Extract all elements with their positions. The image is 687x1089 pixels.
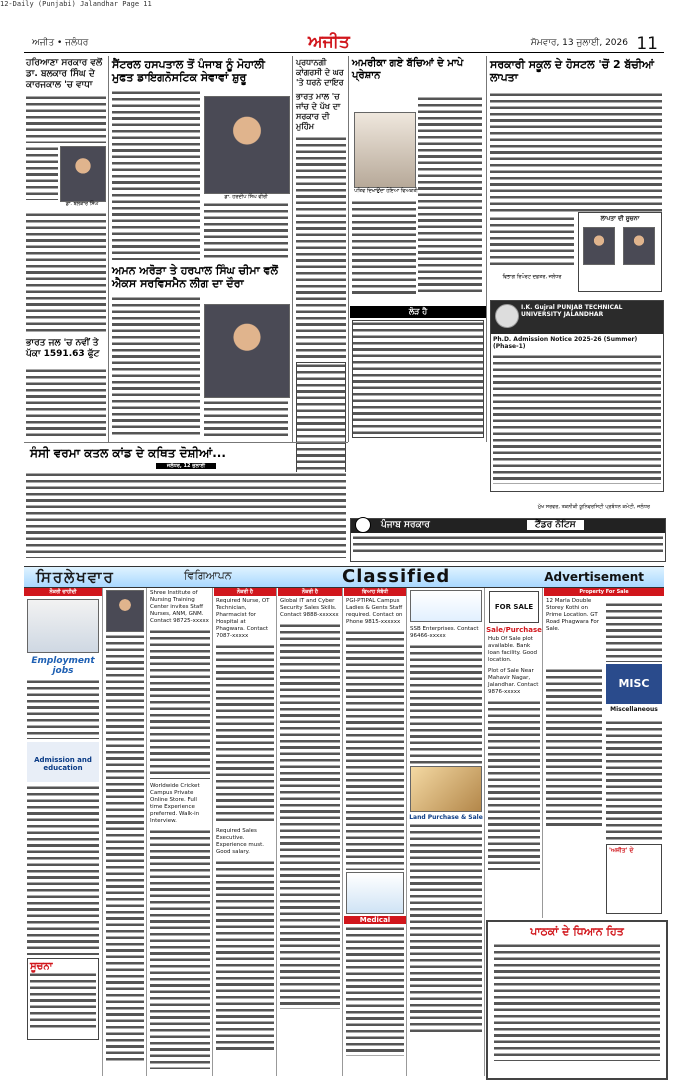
classified-col-6: [344, 588, 407, 1076]
jobs-person-photo: [106, 590, 144, 632]
story-2-body-cont: [204, 202, 288, 260]
tender-notice: [350, 518, 666, 562]
university-name: I.K. Gujral PUNJAB TECHNICAL UNIVERSITY JALANDHAR: [491, 301, 663, 334]
story-5-body-cont: [352, 200, 416, 296]
col2-ads: [106, 634, 144, 1064]
story-6-headline: ਸਰਕਾਰੀ ਸਕੂਲ ਦੇ ਹੋਸਟਲ 'ਚੋਂ 2 ਬੱਚੀਆਂ ਲਾਪਤਾ: [490, 58, 655, 84]
classified-banner-title: Classified: [342, 566, 451, 587]
admission-label: Admission and education: [27, 742, 99, 782]
classified-col-1: [24, 588, 103, 1076]
medical-label: Medical: [344, 916, 406, 924]
classified-col-3: [148, 588, 213, 1076]
university-notice-title: Ph.D. Admission Notice 2025-26 (Summer) (Phase-1): [493, 336, 638, 350]
classified-banner-sub: ਵਿਗਿਆਪਨ: [184, 569, 232, 582]
col3-ads-b: [150, 829, 210, 1069]
classified-col-8: [486, 588, 543, 918]
classified-col-2: [104, 588, 147, 1076]
misc-label: Miscellaneous: [610, 706, 658, 713]
lod-hai-table-text: [353, 321, 483, 435]
story-5-headline: ਅਮਰੀਕਾ ਗਏ ਬੱਚਿਆਂ ਦੇ ਮਾਪੇ ਪ੍ਰੇਸ਼ਾਨ: [352, 58, 464, 81]
tender-govt-title: ਪੰਜਾਬ ਸਰਕਾਰ: [381, 520, 430, 530]
misc-logo: MISC: [606, 664, 662, 704]
story-3-body: [296, 136, 346, 360]
masthead-logo: ਅਜੀਤ: [308, 32, 350, 52]
print-slug: 12-Daily (Punjabi) Jalandhar Page 11: [0, 0, 152, 8]
lead-strip: [24, 442, 348, 561]
folio-edition: ਅਜੀਤ • ਜਲੰਧਰ: [32, 38, 89, 48]
story-2-photo-caption: ਡਾ. ਹਰਦੀਪ ਸਿੰਘ ਵੀਰੀ: [224, 194, 268, 200]
medical-illustration: [346, 872, 404, 914]
story-8-body-cont: [204, 400, 288, 436]
for-sale-sign: FOR SALE: [489, 591, 539, 623]
col7-ads-b: [410, 823, 482, 1033]
category-tag: ਨੌਕਰੀ ਚਾਹੀਦੀ: [24, 588, 102, 596]
page-folio: [24, 34, 664, 53]
classified-col-9: [544, 588, 664, 918]
col6-ads-a: [346, 630, 404, 870]
ad-hub-of-sale: Hub Of Sale plot available. Bank loan facility. Good location.: [488, 636, 538, 663]
missing-photo-1: [583, 227, 615, 265]
story-1-photo-caption: ਡਾ. ਬਲਕਾਰ ਸਿੰਘ: [65, 201, 99, 207]
classified-col-7: [408, 588, 485, 1076]
house-illustration: [410, 766, 482, 812]
folio-date: ਸੋਮਵਾਰ, 13 ਜੁਲਾਈ, 2026: [530, 38, 628, 48]
tender-header: [351, 519, 665, 533]
col4-ads-a: [216, 644, 274, 824]
classified-notice-title: ਲੋੜ ਹੈ: [350, 306, 486, 318]
story-2-photo: [204, 96, 290, 194]
notice-text: [30, 972, 96, 1028]
story-4-headline: ਭਾਰਤ ਮਾਲ 'ਚ ਜਾਂਚ ਦੇ ਪੱਖ ਦਾ ਸਰਕਾਰ ਦੀ ਮੁਹਿੰਮ: [296, 92, 341, 131]
story-8-headline: ਅਮਨ ਅਰੋੜਾ ਤੇ ਹਰਪਾਲ ਸਿੰਘ ਚੀਮਾ ਵਲੋਂ ਐਕਸ ਸਰਵਿਸਮੈਨ ਲੀਗ ਦਾ ਦੌਰਾ: [112, 264, 278, 290]
lod-hai-table: [352, 320, 484, 438]
story-column-5: [488, 56, 664, 442]
col9-right-ads: [606, 720, 662, 840]
notice-box: [27, 958, 99, 1040]
story-8-body: [112, 296, 200, 436]
story-1-body-cont: [26, 146, 58, 200]
story-6-body-cont: [490, 216, 574, 266]
ad-nursing: Shree Institute of Nursing Training Center invites Staff Nurses, ANM, GNM. Contact 98725-xxxxx: [150, 590, 209, 624]
classified-banner-advert: Advertisement: [544, 570, 644, 584]
col9-right-text: [606, 602, 662, 662]
readers-notice-title: ਪਾਠਕਾਂ ਦੇ ਧਿਆਨ ਹਿਤ: [530, 925, 624, 938]
story-7-body: [26, 368, 106, 438]
story-2-headline: ਸੈਂਟਰਲ ਹਸਪਤਾਲ ਤੋਂ ਪੰਜਾਬ ਨੂੰ ਮੋਹਾਲੀ ਮੁਫਤ ਡਾਇਗਨੋਸਟਿਕ ਸੇਵਾਵਾਂ ਸ਼ੁਰੂ: [112, 58, 265, 84]
story-6-body: [490, 92, 662, 212]
col9-right-top: [606, 602, 662, 662]
category-tag-4: ਵਿਆਹ ਸੰਬੰਧੀ: [344, 588, 406, 596]
story-column-2: [110, 56, 293, 442]
ad-plot-sale: Plot of Sale Near Mahavir Nagar, Jalandhar. Contact 9876-xxxxx: [488, 668, 539, 695]
jobs-illustration: [27, 599, 99, 653]
ajit-box: [606, 844, 662, 914]
university-admission-ad: [490, 300, 664, 492]
classified-banner-punjabi: ਸਿਰਲੇਖਵਾਰ: [36, 568, 115, 586]
ad-global-it: Global IT and Cyber Security Sales Skills. Contact 9888-xxxxxx: [280, 598, 339, 618]
story-column-3: [294, 56, 349, 442]
readers-notice: [486, 920, 668, 1080]
sale-purchase-label: Sale/Purchase: [486, 626, 542, 634]
col3-ads-a: [150, 629, 210, 779]
property-tag: Property For Sale: [544, 588, 664, 596]
tender-table: [353, 535, 663, 555]
jobs-ad-text: [27, 679, 99, 739]
col6-ads-b: [346, 926, 404, 1056]
ajit-box-title: 'ਅਜੀਤ' ਦੇ: [609, 847, 634, 854]
page-number: 11: [636, 34, 658, 54]
story-8-photo: [204, 304, 290, 398]
land-label: Land Purchase & Sale: [409, 814, 483, 821]
col5-ads: [280, 623, 340, 1009]
tender-notice-title: ਟੈਂਡਰ ਨੋਟਿਸ: [527, 520, 584, 530]
classified-banner: [24, 566, 664, 588]
admission-ad-text: [27, 785, 99, 955]
university-logo-icon: [495, 304, 519, 328]
category-tag-2: ਨੌਕਰੀ ਹੈ: [214, 588, 276, 596]
story-1-photo: [60, 146, 106, 202]
tender-sign: ਮੁੱਖ ਸਰਵਰ, ਤਕਨੀਕੀ ਯੂਨਿਵਰਸਿਟੀ ਪ੍ਰਬੰਧਨ ਕਮੇਟੀ, ਜਲੰਧਰ: [537, 504, 650, 510]
story-3-headline: ਪ੍ਰਧਾਨਗੀ ਕਾਂਗਰਸੀ ਦੇ ਘਰ 'ਤੇ ਧਰਨੇ ਦਾਇਰ: [296, 58, 344, 87]
ad-pgi-campus: PGI-PTIPAL Campus Ladies & Gents Staff required. Contact on Phone 9815-xxxxxx: [346, 598, 403, 625]
story-9-dateline: ਜਲੰਧਰ, 12 ਜੁਲਾਈ: [156, 463, 216, 469]
category-tag-3: ਨੌਕਰੀ ਹੈ: [278, 588, 342, 596]
story-5-body: [418, 96, 482, 296]
ad-nurse-required: Required Nurse, OT Technician, Pharmacist for Hospital at Phagwara. Contact 7087-xxxxx: [216, 598, 270, 639]
ad-kothi: 12 Marla Double Storey Kothi on Prime Location. GT Road Phagwara For Sale.: [546, 598, 600, 632]
missing-photo-2: [623, 227, 655, 265]
classified-col-4: [214, 588, 277, 1076]
story-7-headline: ਭਾਰਤ ਜਲ 'ਚ ਨਵੀਂ ਤੇ ਪੱਕਾ 1591.63 ਫੁੱਟ: [26, 338, 100, 359]
missing-notice-box: [578, 212, 662, 292]
col7-ads-a: [410, 644, 482, 764]
col9-left-ads: [546, 668, 602, 828]
story-9-body: [26, 472, 346, 558]
ad-ssb: SSB Enterprises. Contact 96466-xxxxx: [410, 626, 479, 639]
story-5-photo-caption: ਪਤਿਵ ਦਿਖਾਉਂਦਾ ਹੋਇਆ ਵਿਅਕਤੀ: [354, 188, 418, 194]
university-notice-body: [493, 354, 661, 484]
story-1-body: [26, 95, 106, 143]
notice-heading: ਸੂਚਨਾ: [30, 961, 53, 972]
story-column-4: [350, 56, 487, 442]
missing-notice-sign: ਵਿਭਾਗ ਰਿਪੋਰਟ ਦਫ਼ਤਰ, ਜਲੰਧਰ: [502, 274, 562, 280]
col4-ads-b: [216, 860, 274, 1050]
ad-sales-exec: Required Sales Executive. Experience must. Good salary.: [216, 828, 265, 855]
punjab-emblem-icon: [355, 517, 371, 533]
readers-notice-body: [494, 943, 660, 1061]
classified-col-5: [278, 588, 343, 1076]
family-illustration: [410, 590, 482, 622]
story-2-body: [112, 90, 200, 260]
missing-notice-title: ਲਾਪਤਾ ਦੀ ਸੂਚਨਾ: [600, 215, 640, 222]
jobs-label: Employment jobs: [31, 656, 95, 676]
story-5-photo: [354, 112, 416, 188]
col8-ads: [488, 700, 540, 870]
story-column-1: [24, 56, 109, 442]
story-9-headline: ਸੰਸੀ ਵਰਮਾ ਕਤਲ ਕਾਂਡ ਦੇ ਕਥਿਤ ਦੋਸ਼ੀਆਂ...: [30, 446, 226, 460]
story-1-body-more: [26, 212, 106, 332]
story-1-headline: ਹਰਿਆਣਾ ਸਰਕਾਰ ਵਲੋਂ ਡਾ. ਬਲਕਾਰ ਸਿੰਘ ਦੇ ਕਾਰਜਕਾਲ 'ਚ ਵਾਧਾ: [26, 58, 103, 90]
ad-cricket: Worldwide Cricket Campus Private Online Store. Full time Experience preferred. Walk-in Interview.: [150, 783, 200, 824]
